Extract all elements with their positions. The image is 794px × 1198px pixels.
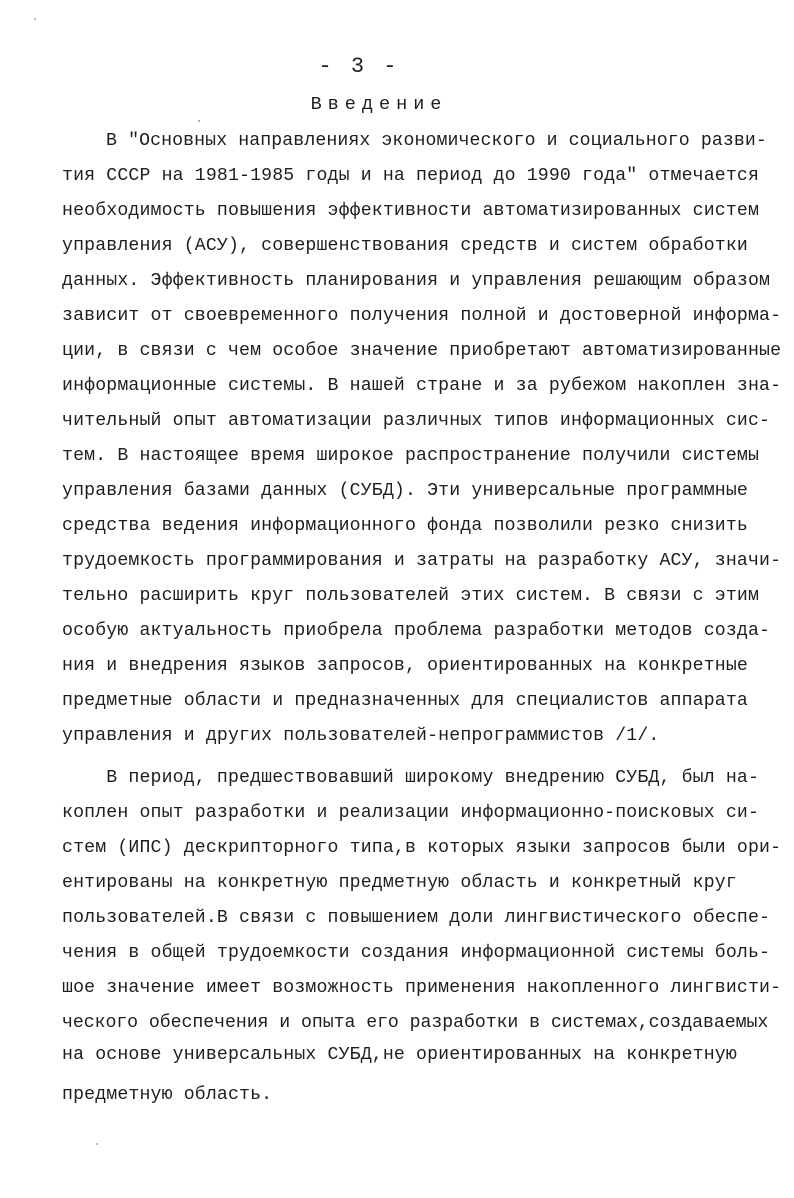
text-line: ния и внедрения языков запросов, ориентированных на конкретные [62, 656, 748, 676]
page-number: - 3 - [318, 54, 400, 79]
text-line: предметные области и предназначенных для специалистов аппарата [62, 691, 748, 711]
text-line: ентированы на конкретную предметную область и конкретный круг [62, 873, 737, 893]
text-line: чения в общей трудоемкости создания информационной системы боль- [62, 943, 771, 963]
text-line: управления базами данных (СУБД). Эти универсальные программные [62, 481, 748, 501]
text-line: тем. В настоящее время широкое распространение получили системы [62, 446, 760, 466]
text-line: трудоемкость программирования и затраты на разработку АСУ, значи- [62, 551, 782, 571]
text-line: коплен опыт разработки и реализации информационно-поисковых си- [62, 803, 760, 823]
scan-speck [34, 18, 36, 20]
text-line: данных. Эффективность планирования и управления решающим образом [62, 271, 771, 291]
text-line: В "Основных направлениях экономического и социального разви- [62, 131, 767, 151]
text-line: пользователей.В связи с повышением доли лингвистического обеспе- [62, 908, 771, 928]
text-line: особую актуальность приобрела проблема разработки методов созда- [62, 621, 771, 641]
text-line: необходимость повышения эффективности автоматизированных систем [62, 201, 760, 221]
text-line: средства ведения информационного фонда позволили резко снизить [62, 516, 748, 536]
text-line: шое значение имеет возможность применения накопленного лингвисти- [62, 978, 782, 998]
text-line: тия СССР на 1981-1985 годы и на период до 1990 года" отмечается [62, 166, 760, 186]
text-line: чительный опыт автоматизации различных типов информационных сис- [62, 411, 771, 431]
text-line: В период, предшествовавший широкому внедрению СУБД, был на- [62, 768, 760, 788]
text-line: управления и других пользователей-непрограммистов /1/. [62, 726, 660, 746]
text-line: информационные системы. В нашей стране и за рубежом накоплен зна- [62, 376, 782, 396]
text-line: ческого обеспечения и опыта его разработки в системах,создаваемых [62, 1013, 769, 1033]
scan-speck [198, 120, 200, 122]
text-line: предметную область. [62, 1085, 273, 1105]
scan-speck [96, 1143, 98, 1145]
text-line: зависит от своевременного получения полной и достоверной информа- [62, 306, 782, 326]
section-title: Введение [310, 94, 448, 115]
text-line: на основе универсальных СУБД,не ориентированных на конкретную [62, 1045, 737, 1065]
text-line: тельно расширить круг пользователей этих систем. В связи с этим [62, 586, 760, 606]
text-line: стем (ИПС) дескрипторного типа,в которых языки запросов были ори- [62, 838, 782, 858]
text-line: ции, в связи с чем особое значение приобретают автоматизированные [62, 341, 782, 361]
text-line: управления (АСУ), совершенствования средств и систем обработки [62, 236, 748, 256]
